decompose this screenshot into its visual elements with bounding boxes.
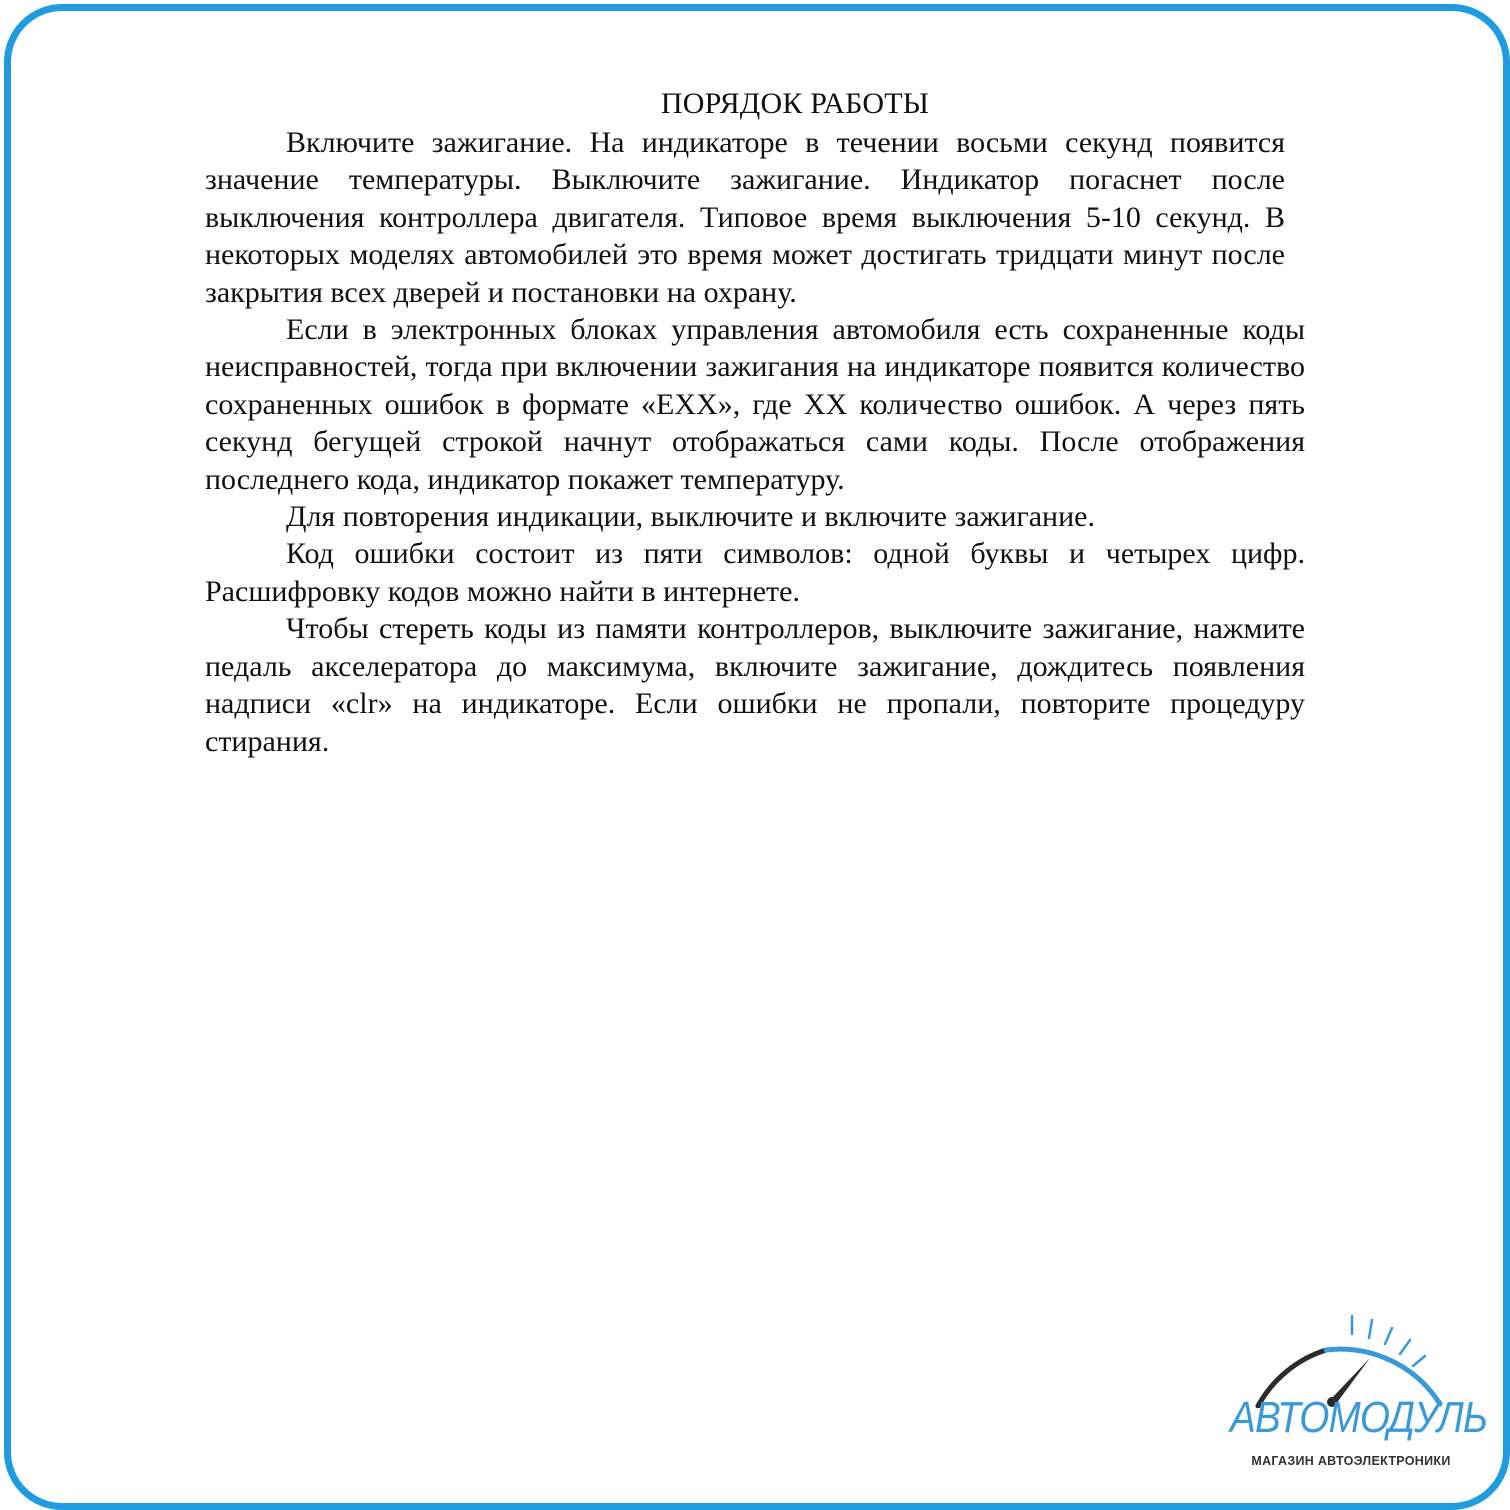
instructions-document — [205, 84, 1305, 760]
paragraph-error-codes: Если в электронных блоках управления автомобиля есть сохраненные коды неисправностей, тогда при включении зажигания на индикаторе появится количество сохраненных ошибок в формате «EXX», где XX количество ошибок. А через пять секунд бегущей строкой начнут отображаться сами коды. После отображения последнего кода, индикатор покажет температуру. — [205, 313, 1305, 496]
paragraph-repeat-indication: Для повторения индикации, выключите и включите зажигание. — [286, 500, 1095, 534]
brand-tagline: МАГАЗИН АВТОЭЛЕКТРОНИКИ — [1251, 1454, 1451, 1468]
paragraph-ignition-on: Включите зажигание. На индикаторе в течении восьми секунд появится значение температуры. Выключите зажигание. Индикатор погаснет после выключения контроллера двигателя. Типовое время выключения 5-10 секунд. В некоторых моделях автомобилей это время может достигать тридцати минут после закрытия всех дверей и постановки на охрану. — [205, 126, 1285, 309]
brand-name: АВТОМОДУЛЬ — [1230, 1393, 1488, 1442]
brand-logo — [1222, 1308, 1488, 1478]
paragraph-code-format: Код ошибки состоит из пяти символов: одной буквы и четырех цифр. Расшифровку кодов можно найти в интернете. — [205, 537, 1305, 608]
document-title: ПОРЯДОК РАБОТЫ — [660, 87, 930, 120]
paragraph-clear-codes: Чтобы стереть коды из памяти контроллеров, выключите зажигание, нажмите педаль акселератора до максимума, включите зажигание, дождитесь появления надписи «clr» на индикаторе. Если ошибки не пропали, повторите процедуру стирания. — [205, 612, 1305, 758]
